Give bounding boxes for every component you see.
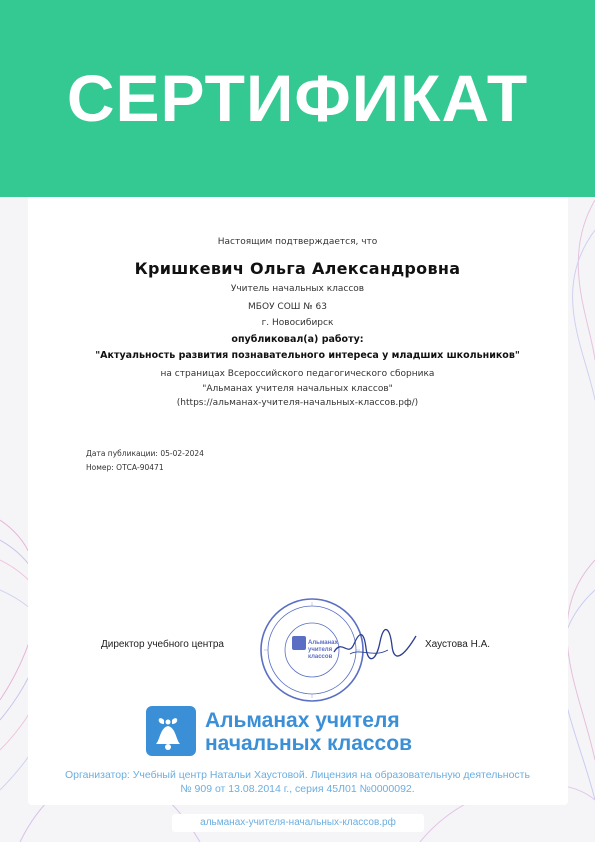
published-label: опубликовал(а) работу:	[231, 334, 364, 345]
footer-site-link[interactable]: альманах-учителя-начальных-классов.рф	[172, 814, 424, 832]
intro-text: Настоящим подтверждается, что	[217, 237, 378, 247]
header-banner	[0, 0, 595, 197]
organizer-line1: Организатор: Учебный центр Натальи Хаустовой. Лицензия на образовательную деятельность	[65, 769, 530, 781]
bell-bow-icon	[146, 706, 196, 756]
recipient-school: МБОУ СОШ № 63	[248, 302, 327, 312]
work-title: "Актуальность развития познавательного интереса у младших школьников"	[95, 350, 520, 361]
publication-number: Номер: ОТСА-90471	[86, 463, 164, 472]
director-signature	[330, 618, 420, 668]
stamp-text-line2: учителя	[308, 647, 333, 653]
collection-url: (https://альманах-учителя-начальных-классов.рф/)	[176, 398, 419, 408]
pages-text: на страницах Всероссийского педагогического сборника	[160, 369, 435, 379]
stamp-text-line1: Альманах	[308, 640, 338, 646]
recipient-city: г. Новосибирск	[261, 318, 334, 328]
director-label: Директор учебного центра	[101, 639, 224, 650]
publication-date: Дата публикации: 05-02-2024	[86, 449, 204, 458]
organizer-line2: № 909 от 13.08.2014 г., серия 45Л01 №0000092.	[180, 783, 415, 795]
certificate-title: СЕРТИФИКАТ	[66, 61, 529, 135]
director-name: Хаустова Н.А.	[425, 639, 491, 650]
recipient-position: Учитель начальных классов	[230, 284, 365, 294]
recipient-name: Кришкевич Ольга Александровна	[134, 259, 461, 278]
logo-text-line1: Альманах учителя	[205, 709, 400, 732]
stamp-text-line3: классов	[308, 654, 333, 660]
collection-name: "Альманах учителя начальных классов"	[202, 384, 393, 394]
logo-text-line2: начальных классов	[205, 732, 412, 755]
